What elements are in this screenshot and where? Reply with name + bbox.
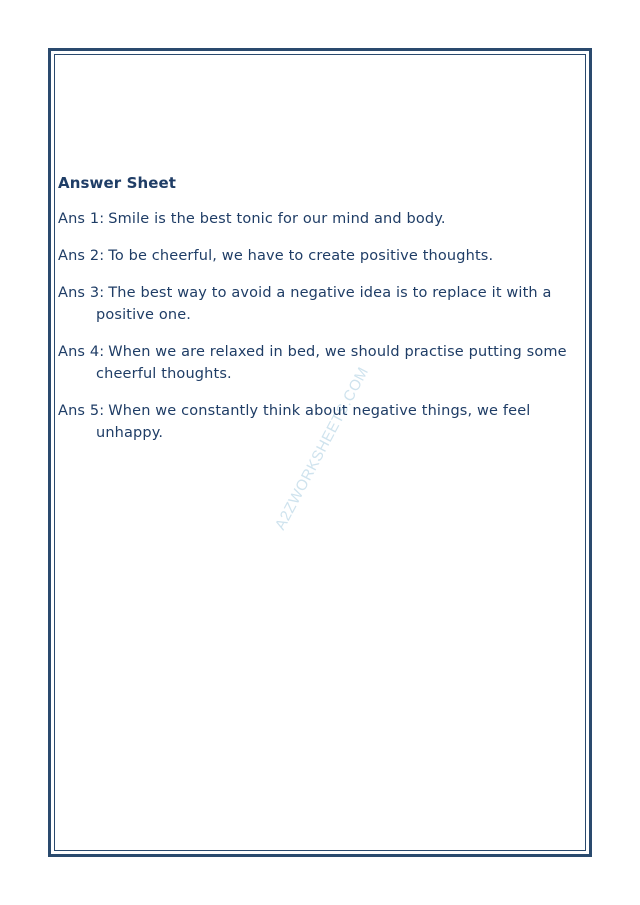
answer-label: Ans 5: <box>58 403 105 419</box>
answer-item-4 <box>58 341 583 385</box>
answer-text: The best way to avoid a negative idea is to replace it with a positive one. <box>96 285 552 323</box>
answer-label: Ans 1: <box>58 211 105 227</box>
sheet-title: Answer Sheet <box>58 174 177 192</box>
answer-label: Ans 3: <box>58 285 105 301</box>
answer-text: When we are relaxed in bed, we should practise putting some cheerful thoughts. <box>96 344 567 382</box>
answer-item-3 <box>58 282 583 326</box>
answer-text: To be cheerful, we have to create positive thoughts. <box>108 248 494 264</box>
watermark: A2ZWORKSHEETS.COM <box>271 364 373 533</box>
answer-item-2 <box>58 245 583 267</box>
answer-label: Ans 2: <box>58 248 105 264</box>
answer-item-5 <box>58 400 583 444</box>
answer-item-1 <box>58 208 583 230</box>
answer-sheet <box>58 172 583 459</box>
answer-text: Smile is the best tonic for our mind and body. <box>108 211 446 227</box>
answer-label: Ans 4: <box>58 344 105 360</box>
answer-text: When we constantly think about negative things, we feel unhappy. <box>96 403 531 441</box>
